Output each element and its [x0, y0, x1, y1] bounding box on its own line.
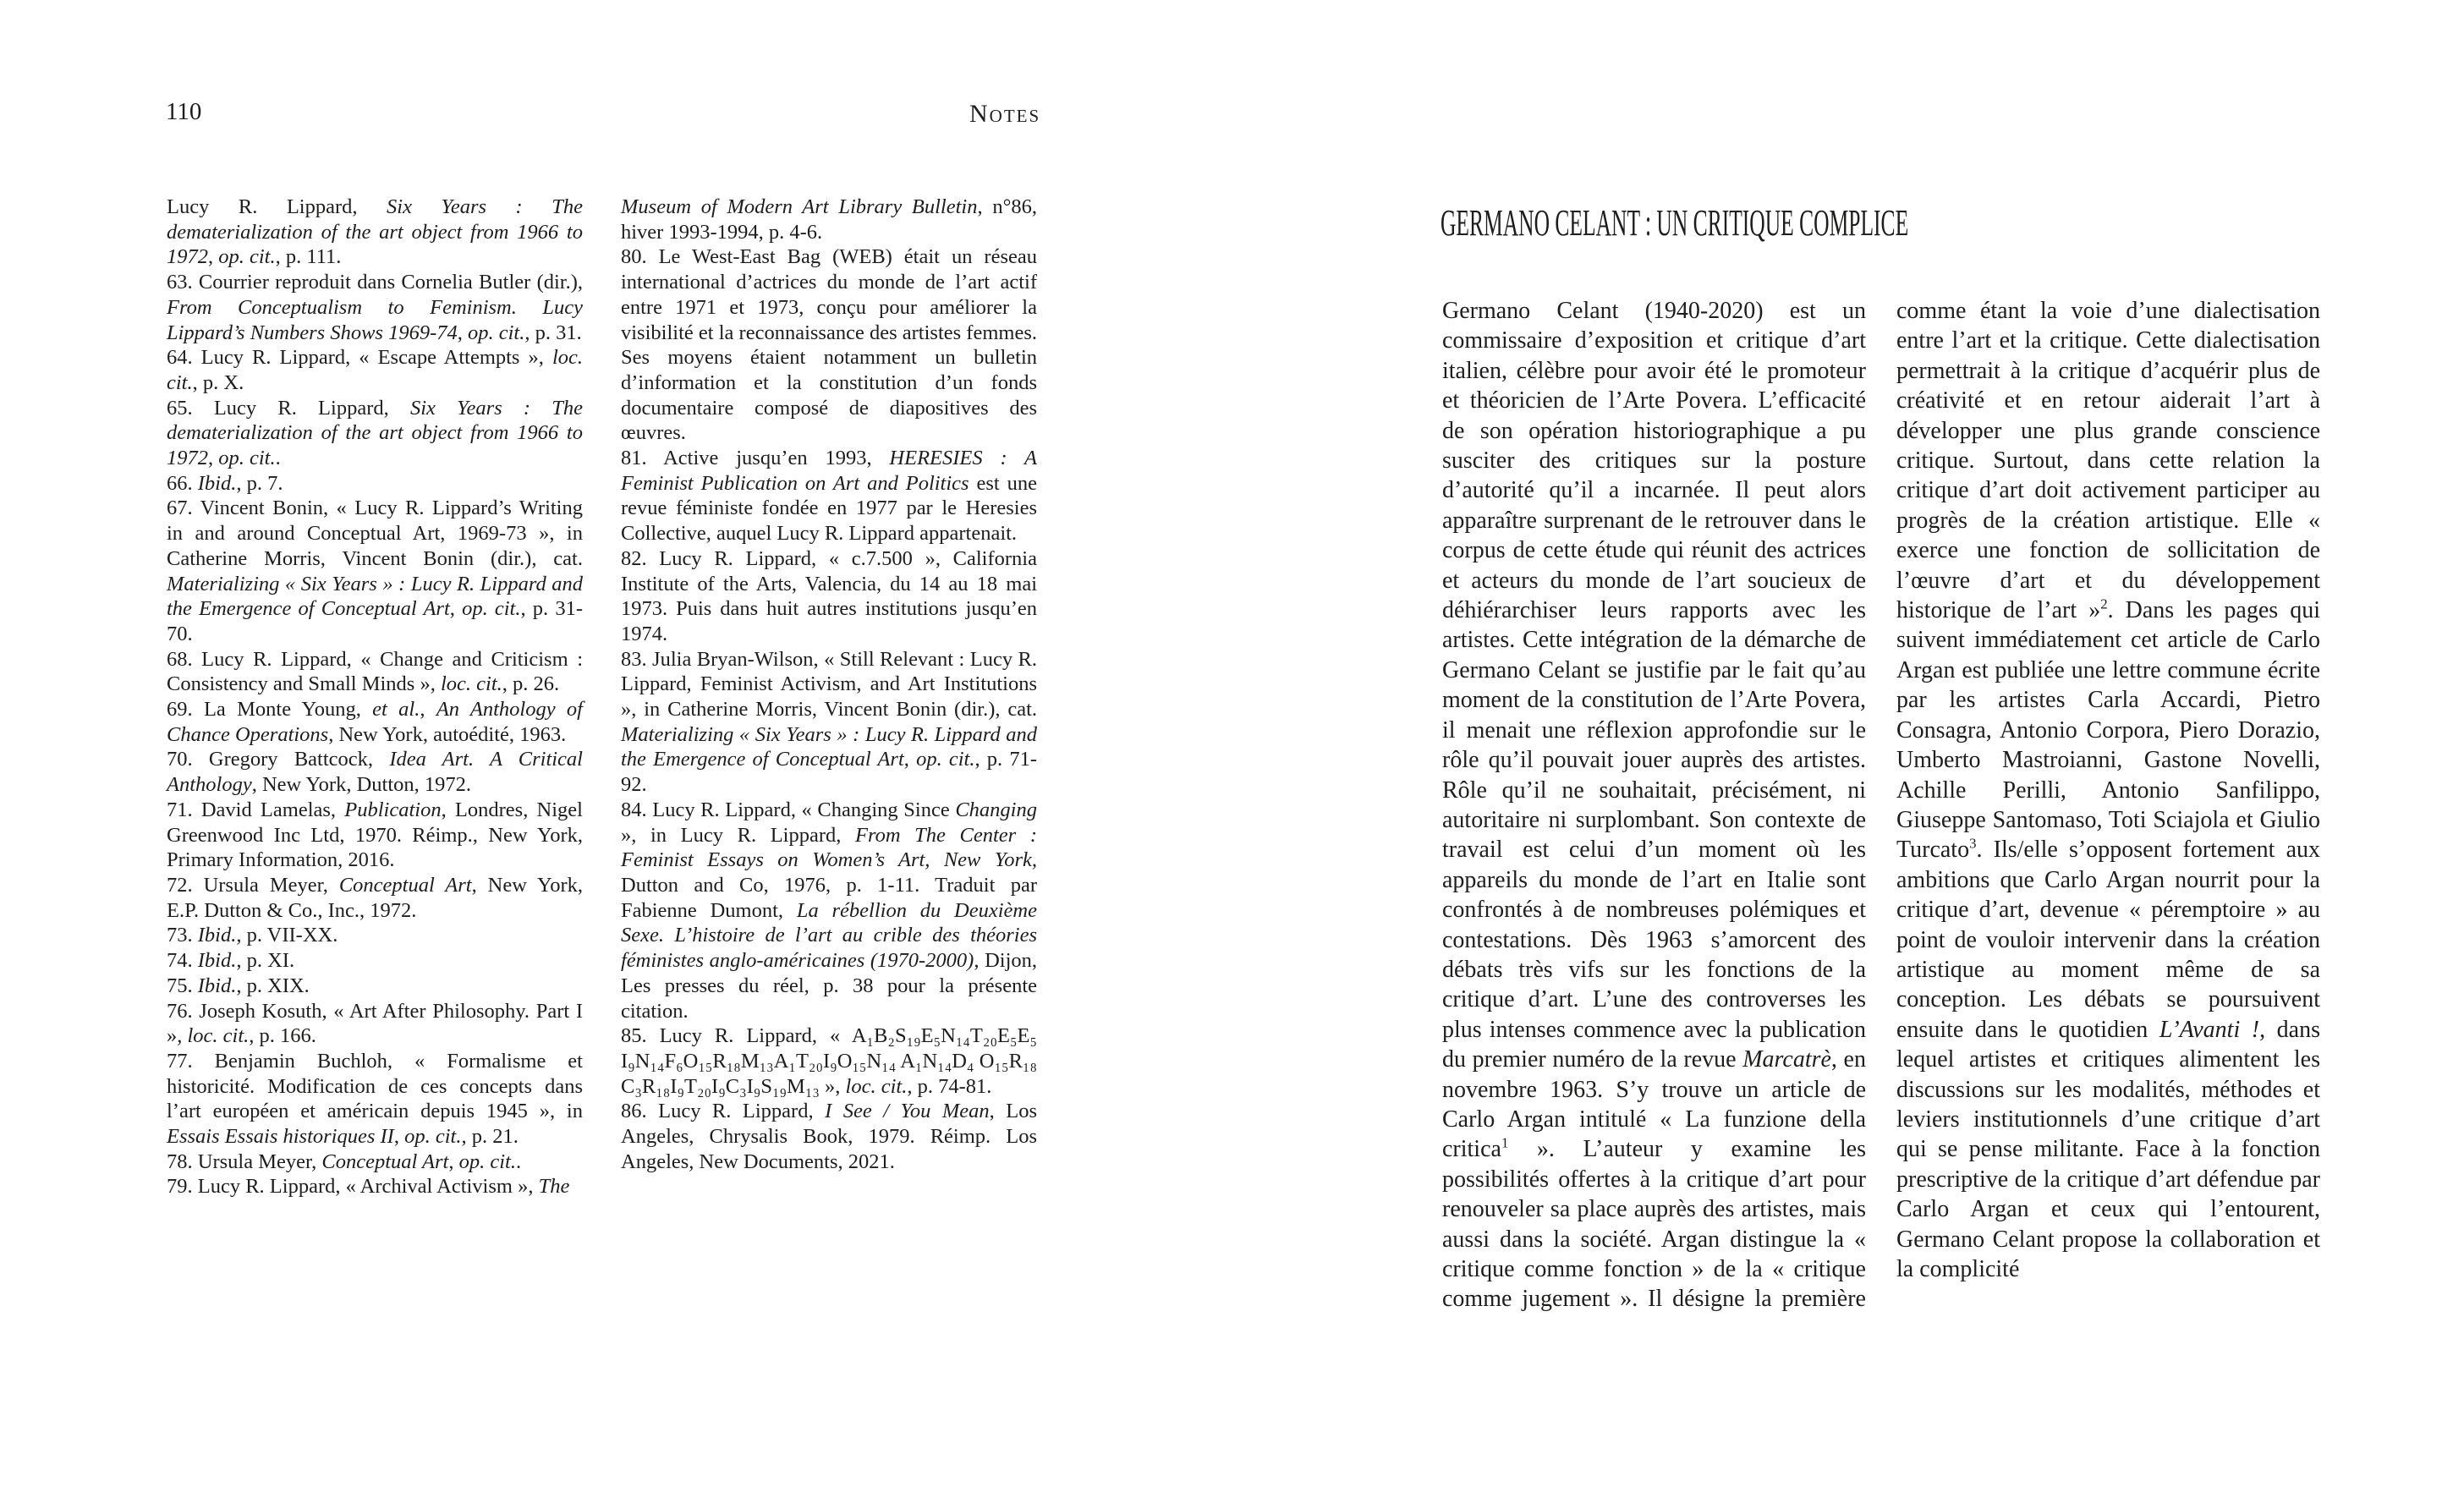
- italic-text: loc. cit.: [845, 1074, 908, 1098]
- endnote: 75. Ibid., p. XIX.: [167, 974, 310, 997]
- italic-text: loc. cit.: [167, 346, 583, 394]
- endnote: 82. Lucy R. Lippard, « c.7.500 », California Institute of the Arts, Valencia, du 14 au 18 mai 1973. Puis dans huit autres institutions jusqu’en 1974.: [621, 546, 1037, 645]
- italic-text: Essais Essais historiques II: [167, 1125, 394, 1149]
- endnote: 71. David Lamelas, Publication, Londres, Nigel Greenwood Inc Ltd, 1970. Réimp., New York, Primary Information, 2016.: [167, 798, 583, 872]
- italic-text: L’Avanti !: [2159, 1016, 2260, 1043]
- italic-text: loc. cit.: [187, 1024, 250, 1048]
- running-head: Notes: [969, 100, 1041, 128]
- footnote-reference: 3: [1969, 835, 1977, 852]
- endnote: 65. Lucy R. Lippard, Six Years : The dematerialization of the art object from 1966 to 1972, op. cit..: [167, 396, 583, 470]
- endnote: 73. Ibid., p. VII-XX.: [167, 924, 338, 947]
- italic-text: Publication: [344, 798, 442, 821]
- endnote: 81. Active jusqu’en 1993, HERESIES : A Feminist Publication on Art and Politics est une revue féministe fondée en 1977 par le Heresies Collective, auquel Lucy R. Lippard appartenait.: [621, 447, 1037, 546]
- endnote: 76. Joseph Kosuth, « Art After Philosophy. Part I », loc. cit., p. 166.: [167, 999, 583, 1048]
- italic-text: Six Years : The dematerialization of the art object from 1966 to 1972: [167, 396, 583, 470]
- notes-column-1: [167, 195, 583, 1199]
- endnote: 80. Le West-East Bag (WEB) était un réseau international d’actrices du monde de l’art actif entre 1971 et 1973, conçu pour améliorer la visibilité et la reconnaissance des artistes femmes. Ses moyens étaient notamment un bulletin d’information et la constitution d’un fonds documentaire composé de diapositives des œuvres.: [621, 245, 1037, 445]
- endnote: 78. Ursula Meyer, Conceptual Art, op. cit..: [167, 1150, 522, 1173]
- italic-text: op. cit.: [467, 321, 525, 344]
- endnote: 72. Ursula Meyer, Conceptual Art, New York, E.P. Dutton & Co., Inc., 1972.: [167, 873, 583, 922]
- footnote-reference: 2: [2100, 595, 2108, 612]
- endnote: 83. Julia Bryan-Wilson, « Still Relevant : Lucy R. Lippard, Feminist Activism, and Art Institutions », in Catherine Morris, Vincent Bonin (dir.), cat. Materializing « Six Years » : Lucy R. Lippard and the Emergence of Conceptual Art, op. cit., p. 71-92.: [621, 647, 1037, 797]
- italic-text: From Conceptualism to Feminism. Lucy Lippard’s Numbers Shows 1969-74: [167, 295, 583, 344]
- italic-text: et al.: [372, 698, 420, 722]
- endnote: 64. Lucy R. Lippard, « Escape Attempts », loc. cit., p. X.: [167, 346, 583, 394]
- italic-text: Ibid.: [197, 949, 237, 973]
- endnote: Lucy R. Lippard, Six Years : The dematerialization of the art object from 1966 to 1972, op. cit., p. 111.: [167, 195, 583, 269]
- italic-text: loc. cit.: [440, 672, 502, 696]
- footnote-reference: 1: [1501, 1135, 1509, 1152]
- endnote: 67. Vincent Bonin, « Lucy R. Lippard’s Writing in and around Conceptual Art, 1969-73 », in Catherine Morris, Vincent Bonin (dir.), cat. Materializing « Six Years » : Lucy R. Lippard and the Emergence of Conceptual Art, op. cit., p. 31-70.: [167, 497, 583, 645]
- italic-text: I See / You Mean: [825, 1100, 990, 1123]
- italic-text: HERESIES : A Feminist Publication on Art and Politics: [621, 447, 1037, 495]
- page-number: 110: [166, 98, 202, 125]
- notes-column-2: [621, 195, 1037, 1174]
- italic-text: Materializing « Six Years » : Lucy R. Lippard and the Emergence of Conceptual Art: [621, 722, 1037, 771]
- italic-text: op. cit.: [462, 597, 521, 621]
- italic-text: op. cit.: [458, 1150, 516, 1173]
- italic-text: Museum of Modern Art Library Bulletin: [621, 195, 978, 218]
- endnote: 74. Ibid., p. XI.: [167, 949, 295, 973]
- endnote: 85. Lucy R. Lippard, « A₁B₂S₁₉E₅N₁₄T₂₀E₅E₅ I₉N₁₄F₆O₁₅R₁₈M₁₃A₁T₂₀I₉O₁₅N₁₄ A₁N₁₄D₄ O₁₅R₁₈ C₃R₁₈I₉T₂₀I₉C₃I₉S₁₉M₁₃ », loc. cit., p. 74-81.: [621, 1024, 1037, 1098]
- endnote: 69. La Monte Young, et al., An Anthology of Chance Operations, New York, autoédité, 1963.: [167, 698, 583, 746]
- italic-text: Six Years : The dematerialization of the art object from 1966 to 1972: [167, 195, 583, 269]
- italic-text: Ibid.: [197, 471, 237, 495]
- endnote: 63. Courrier reproduit dans Cornelia Butler (dir.), From Conceptualism to Feminism. Lucy Lippard’s Numbers Shows 1969-74, op. cit., p. 31.: [167, 271, 583, 344]
- italic-text: From The Center : Feminist Essays on Women’s Art, New York,: [621, 823, 1037, 872]
- endnote: 77. Benjamin Buchloh, « Formalisme et historicité. Modification de ces concepts dans l’art européen et américain depuis 1945 », in Essais Essais historiques II, op. cit., p. 21.: [167, 1049, 583, 1149]
- italic-text: Marcatrè: [1742, 1046, 1831, 1073]
- italic-text: op. cit.: [218, 245, 276, 269]
- right-page: [1232, 0, 2464, 1498]
- body-paragraph: Germano Celant (1940-2020) est un commissaire d’exposition et critique d’art italien, célèbre pour avoir été le promoteur et théoricien de l’Arte Povera. L’efficacité de son opération historiographique a pu susciter des critiques sur la posture d’autorité qu’il a incarnée. Il peut alors apparaître surprenant de le retrouver dans le corpus de cette étude qui réunit des actrices et acteurs du monde de l’art soucieux de déhiérarchiser leurs rapports avec les artistes. Cette intégration de la démarche de Germano Celant se justifie par le fait qu’au moment de la constitution de l’Arte Povera, il menait une réflexion approfondie sur le rôle qu’il pouvait jouer auprès des artistes. Rôle qu’il ne souhaitait, précisément, ni autoritaire ni surplombant. Son contexte de travail est celui d’un moment où les appareils du monde de l’art en Italie sont confrontés à de nombreuses polémiques et contestations. Dès 1963 s’amorcent des débats très vifs sur les fonctions de la critique d’art. L’une des controverses les plus intenses commence avec la publication du premier numéro de la revue Marcatrè, en novembre 1963. S’y trouve un article de Carlo Argan intitulé « La funzione della critica$^1$ ». L’auteur y examine les possibilités offertes à la critique d’art pour renouveler sa place auprès des artistes, mais aussi dans la société. Argan distingue la « critique comme fonction » de la « critique comme jugement ». Il désigne la première comme étant la voie d’une dialectisation entre l’art et la critique. Cette dialectisation permettrait à la critique d’acquérir plus de créativité et en retour aiderait l’art à développer une plus grande conscience critique. Surtout, dans cette relation la critique d’art doit activement participer au progrès de la création artistique. Elle « exerce une fonction de sollicitation de l’œuvre d’art et du développement historique de l’art »$^2$. Dans les pages qui suivent immédiatement cet article de Carlo Argan est publiée une lettre commune écrite par les artistes Carla Accardi, Pietro Consagra, Antonio Corpora, Piero Dorazio, Umberto Mastroianni, Gastone Novelli, Achille Perilli, Antonio Sanfilippo, Giuseppe Santomaso, Toti Sciajola et Giulio Turcato$^3$. Ils/elle s’opposent fortement aux ambitions que Carlo Argan nourrit pour la critique d’art, devenue « péremptoire » au point de vouloir intervenir dans la création artistique au moment même de sa conception. Les débats se poursuivent ensuite dans le quotidien L’Avanti !, dans lequel artistes et critiques alimentent les discussions sur les modalités, méthodes et leviers institutionnels d’une critique d’art qui se pense militante. Face à la fonction prescriptive de la critique d’art défendue par Carlo Argan et ceux qui l’entourent, Germano Celant propose la collaboration et la complicité: [1442, 298, 2320, 1313]
- italic-text: op. cit.: [404, 1125, 462, 1149]
- italic-text: An Anthology of Chance Operations: [167, 698, 583, 746]
- italic-text: Conceptual Art: [321, 1150, 449, 1173]
- italic-text: op. cit.: [218, 447, 276, 470]
- endnote: 79. Lucy R. Lippard, « Archival Activism », The: [167, 1175, 570, 1199]
- italic-text: Changing: [955, 798, 1037, 821]
- endnote: 66. Ibid., p. 7.: [167, 471, 283, 495]
- italic-text: Materializing « Six Years » : Lucy R. Lippard and the Emergence of Conceptual Art: [167, 572, 583, 621]
- chapter-text-columns: [1442, 296, 2320, 1314]
- italic-text: Ibid.: [197, 974, 237, 997]
- endnote: Museum of Modern Art Library Bulletin, n°86, hiver 1993-1994, p. 4-6.: [621, 195, 1037, 244]
- chapter-title: GERMANO CELANT : UN CRITIQUE COMPLICE: [1441, 202, 1909, 244]
- endnote: 84. Lucy R. Lippard, « Changing Since Changing », in Lucy R. Lippard, From The Center : Feminist Essays on Women’s Art, New York, Dutton and Co, 1976, p. 1-11. Traduit par Fabienne Dumont, La rébellion du Deuxième Sexe. L’histoire de l’art au crible des théories féministes anglo-américaines (1970-2000), Dijon, Les presses du réel, p. 38 pour la présente citation.: [621, 798, 1037, 1023]
- italic-text: Ibid.: [197, 924, 237, 947]
- italic-text: La rébellion du Deuxième Sexe. L’histoire de l’art au crible des théories féministes anglo-américaines (1970-2000): [621, 898, 1037, 973]
- endnote: 86. Lucy R. Lippard, I See / You Mean, Los Angeles, Chrysalis Book, 1979. Réimp. Los Angeles, New Documents, 2021.: [621, 1100, 1038, 1173]
- italic-text: op. cit.: [916, 748, 975, 771]
- italic-text: Idea Art. A Critical Anthology: [167, 748, 583, 797]
- endnote: 70. Gregory Battcock, Idea Art. A Critical Anthology, New York, Dutton, 1972.: [167, 748, 583, 797]
- endnote: 68. Lucy R. Lippard, « Change and Criticism : Consistency and Small Minds », loc. cit., p. 26.: [167, 647, 583, 696]
- italic-text: Conceptual Art: [338, 873, 472, 897]
- italic-text: The: [538, 1175, 570, 1199]
